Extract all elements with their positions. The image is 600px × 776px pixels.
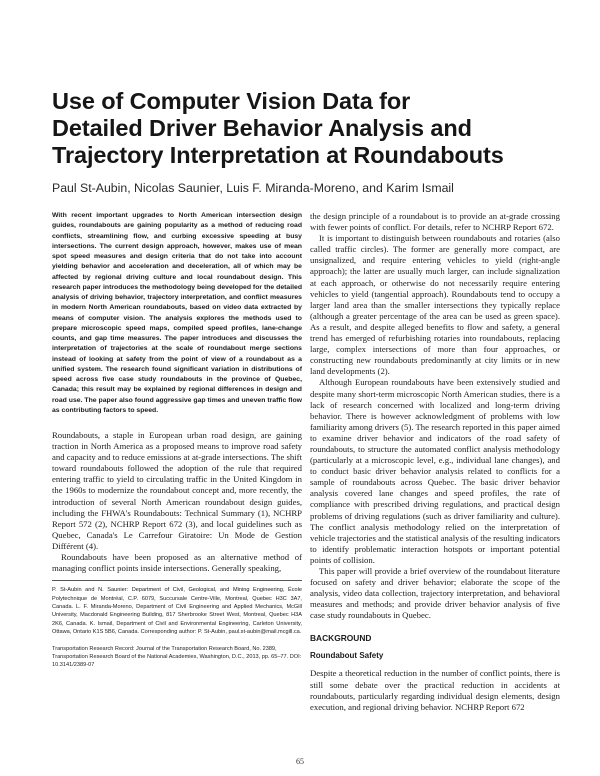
body-paragraph: Roundabouts, a staple in European urban road design, are gaining traction in North America as a proposed means to improve road safety and capacity and to reduce emissions at at-grade intersections. The shift toward roundabouts followed the adoption of the rule that required entering traffic to yield to circulating traffic in the United Kingdom in the 1960s to modernize the roundabout concept and, more recently, the introduction of several North American roundabout design guides, including the FHWA's Roundabouts: Technical Summary (1), NCHRP Report 572 (2), NCHRP Report 672 (3), and local guidelines such as Quebec, Canada's Le Carrefour Giratoire: Un Mode de Gestion Différent (4).: [52, 430, 302, 551]
footnote-divider: [52, 580, 302, 581]
body-paragraph: Roundabouts have been proposed as an alternative method of managing conflict points inside intersections. Generally speaking,: [52, 552, 302, 574]
right-column: [310, 211, 560, 713]
body-paragraph: Although European roundabouts have been extensively studied and despite many short-term microscopic North American studies, there is a lack of research concerned with localized and long-term driving behavior. There is however acknowledgment of problems with low familiarity among drivers (5). The research reported in this paper aimed to examine driver behavior and indicators of the road safety of roundabouts, to structure the automated conflict analysis methodology (particularly at a microscopic level, e.g., individual lane changes), and to conduct basic driver behavior analysis related to conflicts for a sample of roundabouts across Quebec. The basic driver behavior analysis covered lane changes and speed profiles, the rate of compliance with prescribed driving regulations, and practical design problems of driving regulations (such as driver familiarity and culture). The conflict analysis methodology relied on the interpretation of vehicle trajectories and the statistical analysis of the resulting indicators to identify problematic interaction hotspots or important potential points of collision.: [310, 377, 560, 565]
subsection-heading: Roundabout Safety: [310, 651, 384, 661]
paper-title: [52, 88, 552, 169]
author-affiliations: P. St-Aubin and N. Saunier: Department of Civil, Geological, and Mining Engineering, École Polytechnique de Montréal, C.P. 6079, Succursale Centre-Ville, Montreal, Quebec H3C 3A7, Canada. L. F. Miranda-Moreno, Department of Civil Engineering and Applied Mechanics, McGill University, Macdonald Engineering Building, 817 Sherbrooke Street West, Montreal, Quebec H3A 2K6, Canada. K. Ismail, Department of Civil and Environmental Engineering, Carleton University, Ottawa, Ontario K1S 5B6, Canada. Corresponding author: P. St-Aubin, paul.st-aubin@mail.mcgill.ca.: [52, 587, 302, 636]
title-line: Use of Computer Vision Data for: [52, 88, 411, 114]
body-paragraph: It is important to distinguish between roundabouts and rotaries (also called traffic circles). The former are generally more compact, are unsignalized, and require entering vehicles to yield (right-angle approach); the latter are usually much larger, can include signalization at each approach, or otherwise do not necessarily require entering vehicles to yield (tangential approach). Roundabouts tend to occupy a larger land area than the smaller intersections they typically replace (although a greater percentage of the area can be used as green space). As a result, and despite alleged benefits to flow and safety, a general trend has emerged of refurbishing rotaries into roundabouts, replacing large, complex intersections of more than four approaches, or constructing new roundabouts predominantly at city limits or in new land developments (2).: [310, 233, 560, 377]
title-line: Trajectory Interpretation at Roundabouts: [52, 142, 504, 168]
section-heading: BACKGROUND: [310, 633, 372, 644]
journal-citation: Transportation Research Record: Journal of the Transportation Research Board, No. 2389, Transportation Research Board of the National Academies, Washington, D.C., 2013, pp. 65–77. DOI: 10.3141/2389-07: [52, 645, 302, 669]
intro-body: [52, 430, 302, 574]
body-paragraph: the design principle of a roundabout is to provide an at-grade crossing with fewer points of conflict. For details, refer to NCHRP Report 672.: [310, 211, 560, 233]
page-number: 65: [296, 757, 304, 766]
body-paragraph: This paper will provide a brief overview of the roundabout literature focused on safety and driver behavior; elaborate the scope of the analysis, video data collection, trajectory interpretation, and behavioral measures and methods; and provide driver behavior analysis of five case study roundabouts in Quebec.: [310, 566, 560, 621]
title-line: Detailed Driver Behavior Analysis and: [52, 115, 472, 141]
body-paragraph: Despite a theoretical reduction in the number of conflict points, there is still some debate over the practical reduction in accidents at roundabouts, particularly regarding individual design elements, design execution, and regional driving behavior. NCHRP Report 672: [310, 668, 560, 712]
author-list: Paul St-Aubin, Nicolas Saunier, Luis F. Miranda-Moreno, and Karim Ismail: [52, 181, 454, 195]
abstract: With recent important upgrades to North American intersection design guides, roundabouts are gaining popularity as a method of reducing road conflicts, streamlining flow, and curbing excessive speeding at busy intersections. The current design approach, however, makes use of mean spot speed measures and design criteria that do not take into account yielding behavior and acceleration and deceleration, all of which may be affected by regional driving culture and local roundabout design. This research paper introduces the methodology being developed for the detailed analysis of driving behavior, trajectory interpretation, and conflict measures in modern North American roundabouts, based on video data extracted by means of computer vision. The analysis explores the methods used to prepare microscopic speed maps, compiled speed profiles, lane-change counts, and gap time measures. The paper introduces and discusses the interpretation of trajectories at the scale of roundabout merge sections instead of looking at safety from the point of view of a roundabout as a unified system. The research found significant variation in distributions of speed across five case study roundabouts in the province of Quebec, Canada; this result may be explained by regional differences in design and road use. The paper also found aggressive gap times and uneven traffic flow as contributing factors to speed.: [52, 212, 302, 414]
left-column: [52, 211, 302, 670]
